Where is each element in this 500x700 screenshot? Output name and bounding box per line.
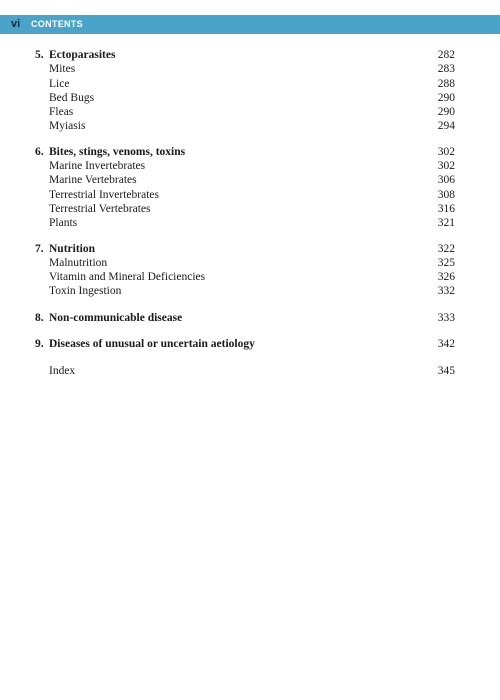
entry-page: 325 [437, 256, 455, 269]
toc-entry-row[interactable] [35, 188, 455, 202]
toc-chapter-row[interactable] [35, 145, 455, 159]
chapter-title: Nutrition [49, 242, 95, 255]
toc-section-ectoparasites [35, 48, 455, 134]
entry-label: Mites [49, 63, 76, 76]
index-label: Index [49, 365, 76, 378]
chapter-page: 282 [437, 49, 455, 61]
chapter-title: Bites, stings, venoms, toxins [49, 145, 186, 158]
entry-page: 294 [437, 120, 455, 133]
entry-label: Fleas [49, 106, 74, 119]
chapter-heading [35, 337, 255, 351]
entry-label: Marine Vertebrates [49, 174, 137, 187]
entry-page: 288 [437, 77, 455, 90]
header-title: CONTENTS [31, 19, 83, 29]
toc-section-bites-stings [35, 145, 455, 231]
entry-label: Bed Bugs [49, 91, 95, 104]
entry-page: 306 [437, 174, 455, 187]
toc-chapter-row[interactable] [35, 337, 455, 351]
entry-label: Marine Invertebrates [49, 160, 146, 173]
chapter-title: Diseases of unusual or uncertain aetiology [49, 338, 255, 351]
toc-entry-row[interactable] [35, 216, 455, 230]
toc-entry-row[interactable] [35, 77, 455, 91]
entry-page: 302 [437, 160, 455, 173]
toc-entry-row[interactable] [35, 173, 455, 187]
chapter-number: 6. [35, 145, 44, 158]
chapter-heading [35, 48, 115, 62]
entry-page: 308 [437, 188, 455, 201]
chapter-heading [35, 145, 185, 159]
toc-section-nutrition [35, 242, 455, 299]
toc-entry-row[interactable] [35, 202, 455, 216]
entry-page: 316 [437, 202, 455, 215]
toc-entry-row[interactable] [35, 284, 455, 298]
entry-page: 332 [437, 285, 455, 298]
entry-label: Myiasis [49, 120, 86, 133]
running-header [0, 15, 500, 34]
chapter-number: 5. [35, 49, 44, 61]
toc-section-non-communicable [35, 311, 455, 325]
entry-page: 283 [437, 63, 455, 76]
toc-index-row[interactable] [35, 364, 455, 378]
entry-label: Vitamin and Mineral Deficiencies [49, 271, 206, 284]
toc-entry-row[interactable] [35, 105, 455, 119]
entry-label: Plants [49, 217, 78, 230]
toc-section-index [35, 364, 455, 378]
chapter-number: 7. [35, 242, 44, 255]
chapter-heading [35, 311, 182, 325]
entry-label: Terrestrial Vertebrates [49, 202, 151, 215]
toc-chapter-row[interactable] [35, 48, 455, 62]
chapter-number: 9. [35, 338, 44, 351]
chapter-title: Ectoparasites [49, 49, 116, 61]
toc-entry-row[interactable] [35, 270, 455, 284]
toc-chapter-row[interactable] [35, 242, 455, 256]
chapter-page: 302 [437, 145, 455, 158]
index-page: 345 [437, 365, 455, 378]
entry-label: Lice [49, 77, 70, 90]
chapter-number: 8. [35, 311, 44, 324]
toc-entry-row[interactable] [35, 62, 455, 76]
chapter-page: 322 [437, 242, 455, 255]
chapter-heading [35, 242, 95, 256]
entry-page: 321 [437, 217, 455, 230]
toc-entry-row[interactable] [35, 159, 455, 173]
chapter-title: Non-communicable disease [49, 311, 183, 324]
entry-label: Toxin Ingestion [49, 285, 122, 298]
entry-label: Terrestrial Invertebrates [49, 188, 159, 201]
chapter-page: 342 [437, 338, 455, 351]
toc-chapter-row[interactable] [35, 311, 455, 325]
entry-page: 326 [437, 271, 455, 284]
header-page-number: vi [11, 18, 21, 30]
entry-page: 290 [437, 91, 455, 104]
entry-label: Malnutrition [49, 256, 108, 269]
table-of-contents [35, 48, 455, 379]
chapter-page: 333 [437, 311, 455, 324]
entry-page: 290 [437, 106, 455, 119]
toc-entry-row[interactable] [35, 91, 455, 105]
toc-entry-row[interactable] [35, 119, 455, 133]
toc-section-unusual-aetiology [35, 337, 455, 351]
toc-entry-row[interactable] [35, 256, 455, 270]
